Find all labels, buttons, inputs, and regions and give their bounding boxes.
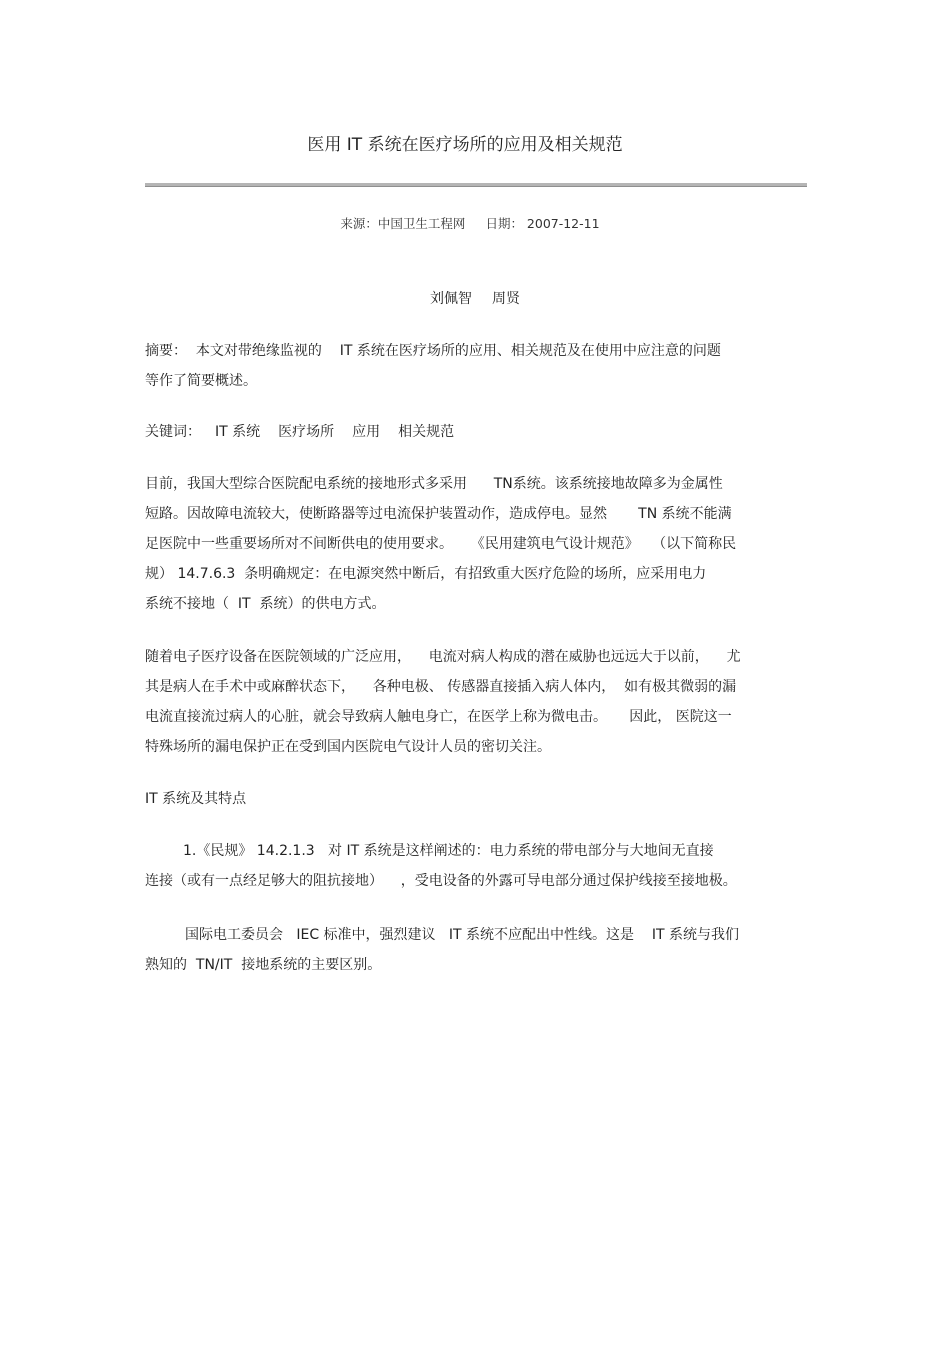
paragraph-line: 熟知的 TN/IT 接地系统的主要区别。 xyxy=(145,957,382,973)
keywords-label: 关键词： xyxy=(145,424,201,440)
paragraph-line: 足医院中一些重要场所对不间断供电的使用要求。 《民用建筑电气设计规范》 （以下简称民 xyxy=(145,536,737,552)
abstract-line: 摘要： 本文对带绝缘监视的 IT 系统在医疗场所的应用、相关规范及在使用中应注意的问题 xyxy=(145,343,721,359)
paragraph-intro xyxy=(145,469,810,619)
author-name: 周贤 xyxy=(492,291,520,307)
date-text: 日期： 2007-12-11 xyxy=(485,216,600,231)
list-item-1 xyxy=(145,836,810,896)
paragraph-microshock xyxy=(145,642,810,762)
abstract xyxy=(145,336,810,396)
keyword: 应用 xyxy=(352,424,381,440)
list-item-line: 连接（或有一点经足够大的阻抗接地） ，受电设备的外露可导电部分通过保护线接至接地极。 xyxy=(145,873,737,889)
paragraph-line: 短路。因故障电流较大，使断路器等过电流保护装置动作，造成停电。显然 TN 系统不能满 xyxy=(145,506,732,522)
page-title: 医用 IT 系统在医疗场所的应用及相关规范 xyxy=(307,135,623,155)
article-meta xyxy=(0,214,940,232)
paragraph-line: 系统不接地（ IT 系统）的供电方式。 xyxy=(145,596,386,612)
keyword: IT 系统 xyxy=(215,424,261,440)
keyword: 相关规范 xyxy=(398,424,455,440)
paragraph-line: 目前，我国大型综合医院配电系统的接地形式多采用 TN系统。该系统接地故障多为金属性 xyxy=(145,476,723,492)
paragraph-line: 规） 14.7.6.3 条明确规定：在电源突然中断后，有招致重大医疗危险的场所，应采用电力 xyxy=(145,566,707,582)
paragraph-line: 特殊场所的漏电保护正在受到国内医院电气设计人员的密切关注。 xyxy=(145,739,551,755)
section-heading-text: IT 系统及其特点 xyxy=(145,791,247,807)
paragraph-line: 电流直接流过病人的心脏，就会导致病人触电身亡，在医学上称为微电击。 因此， 医院这一 xyxy=(145,709,732,725)
abstract-line: 等作了简要概述。 xyxy=(145,373,257,389)
keywords xyxy=(145,417,810,447)
paragraph-iec xyxy=(145,920,810,980)
keyword: 医疗场所 xyxy=(278,424,335,440)
paragraph-line: 随着电子医疗设备在医院领域的广泛应用， 电流对病人构成的潜在威胁也远远大于以前， 尤 xyxy=(145,649,741,665)
title-divider xyxy=(145,183,807,187)
source-text: 来源：中国卫生工程网 xyxy=(340,216,466,231)
list-item-line: 1.《民规》 14.2.1.3 对 IT 系统是这样阐述的：电力系统的带电部分与大地间无直接 xyxy=(183,843,714,859)
authors xyxy=(0,288,950,308)
paragraph-line: 其是病人在手术中或麻醉状态下， 各种电极、 传感器直接插入病人体内， 如有极其微弱的漏 xyxy=(145,679,737,695)
author-name: 刘佩智 xyxy=(430,291,472,307)
section-heading xyxy=(145,784,810,814)
paragraph-line: 国际电工委员会 IEC 标准中，强烈建议 IT 系统不应配出中性线。这是 IT 系统与我们 xyxy=(185,927,739,943)
